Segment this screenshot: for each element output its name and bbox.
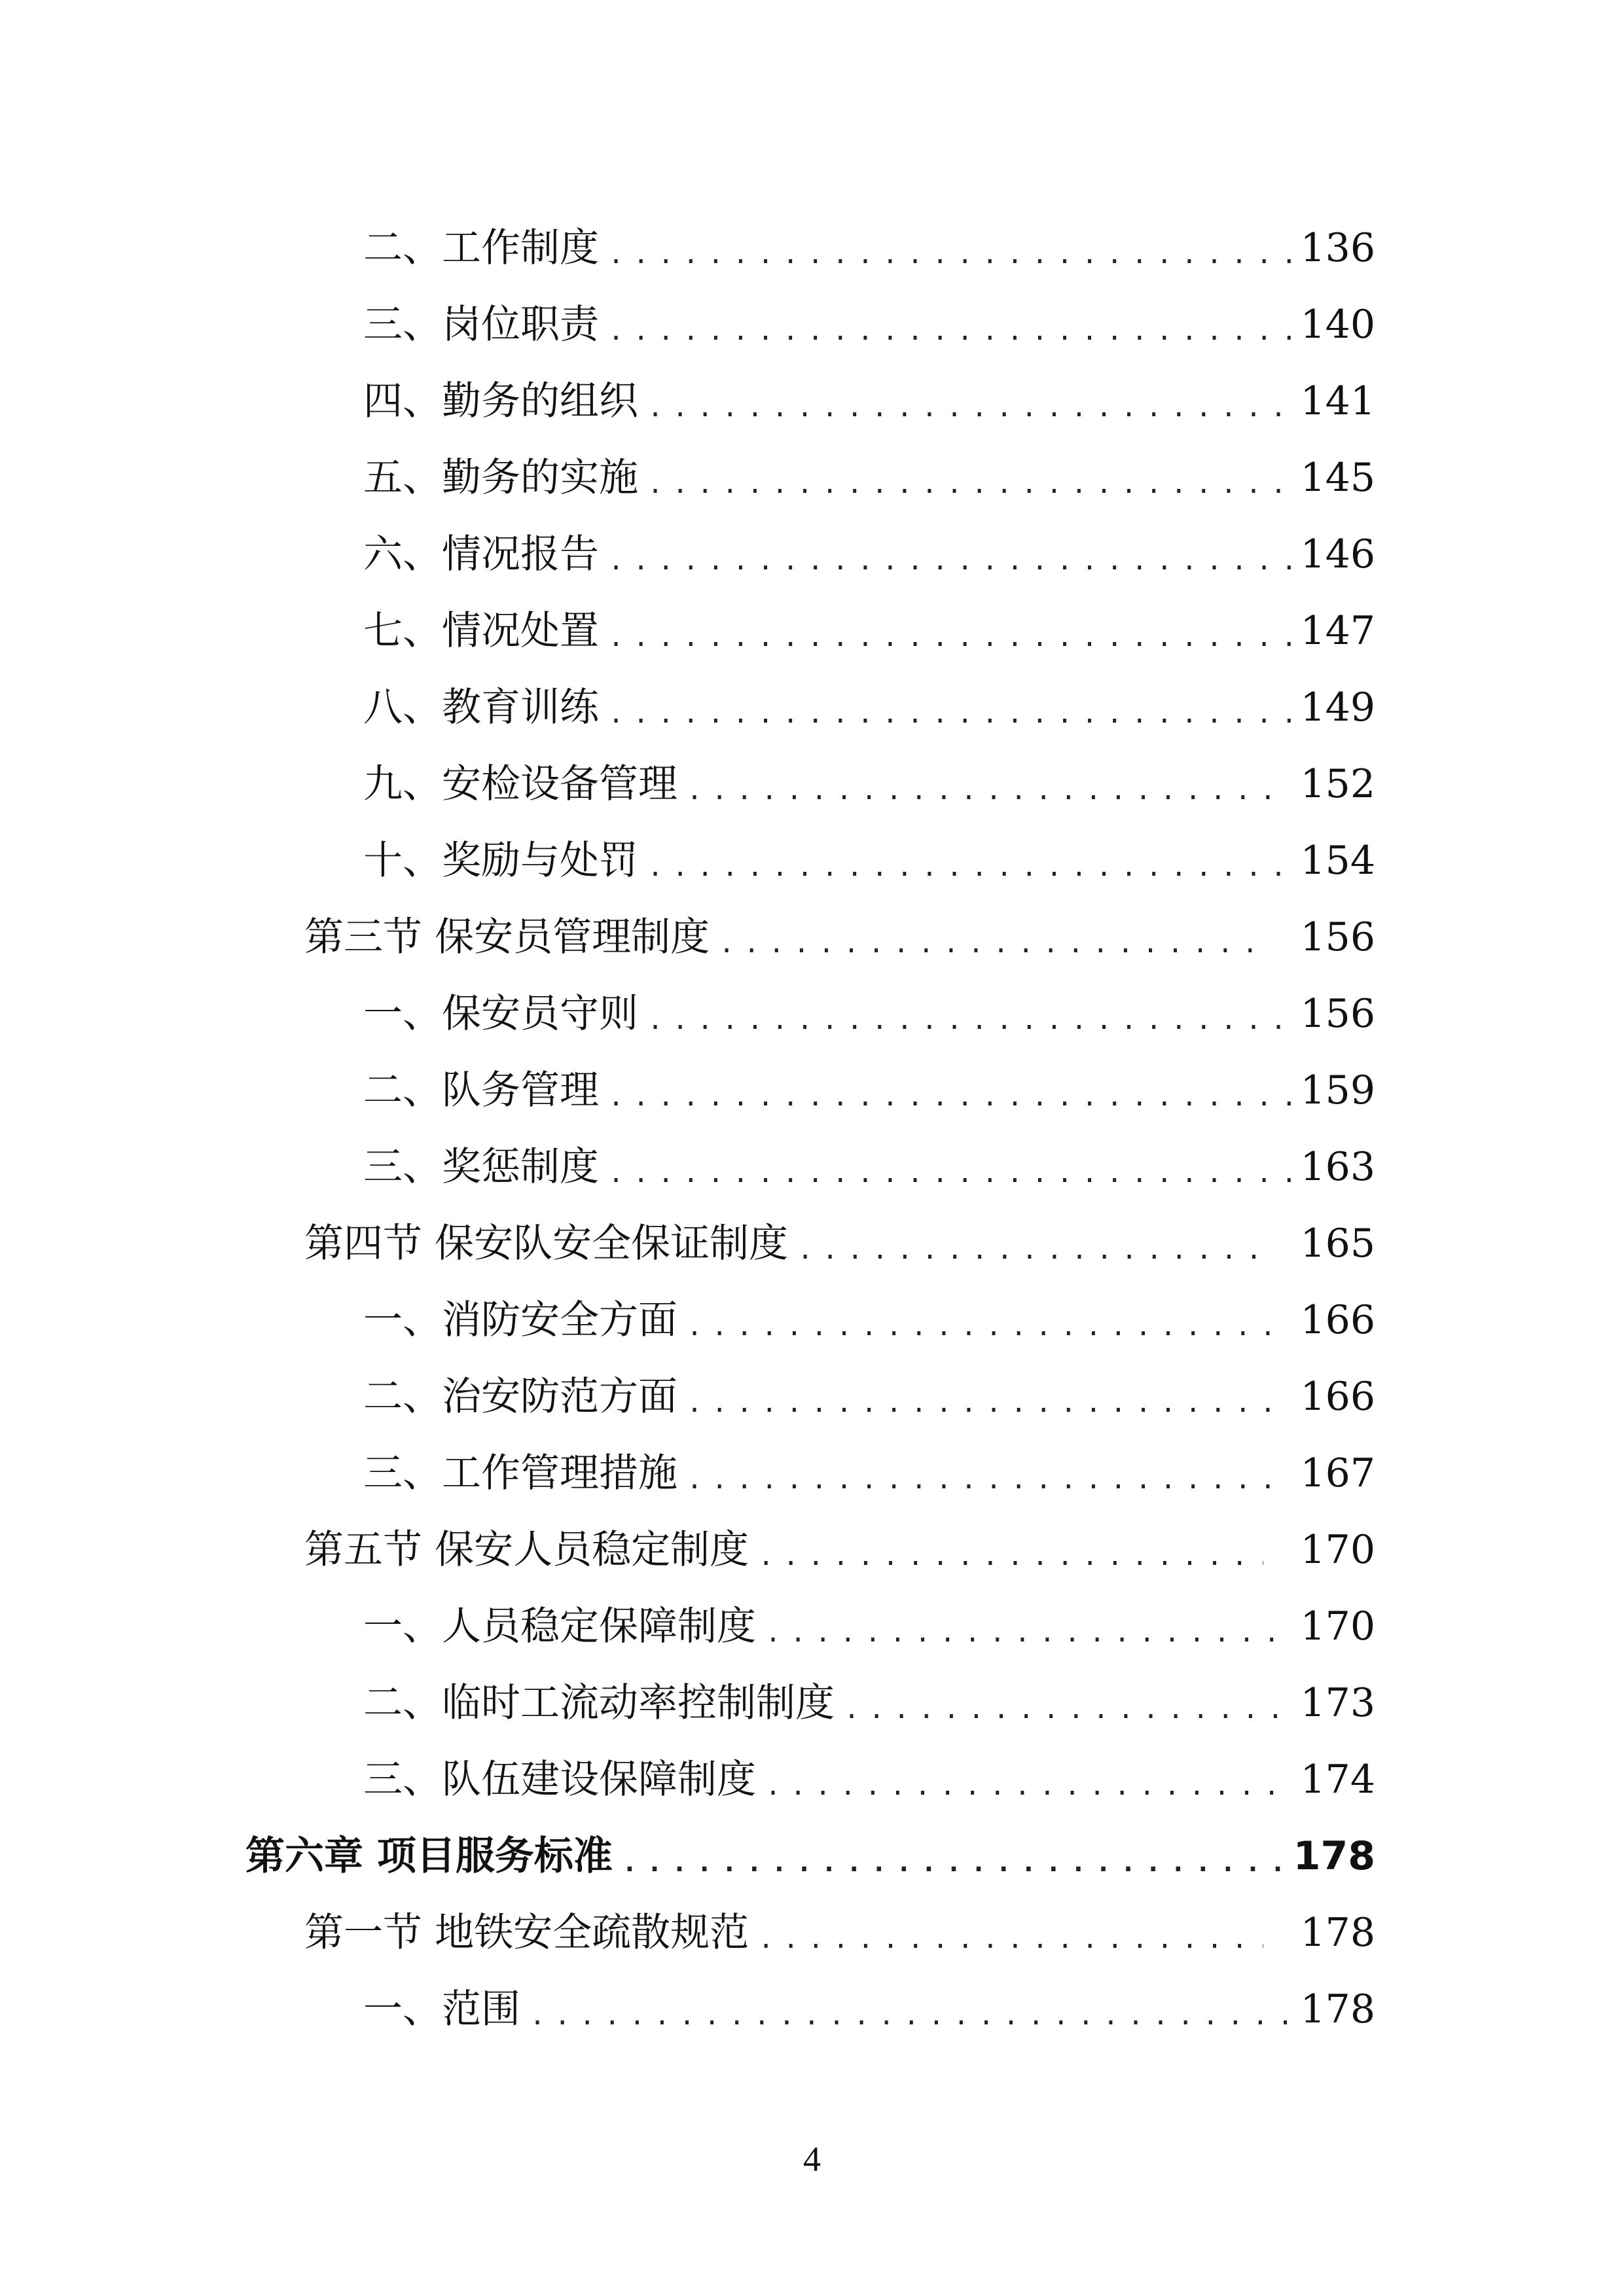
toc-entry-page: 159 [1300,1067,1375,1113]
toc-entry-page: 170 [1300,1526,1375,1573]
toc-section-entry[interactable] [0,1894,1624,1971]
toc-entry[interactable] [0,516,1624,592]
toc-entry-title: 九、安检设备管理 [363,761,677,807]
toc-entry-title: 一、保安员守则 [363,990,638,1037]
toc-entry-title: 二、队务管理 [363,1067,599,1113]
toc-entry-title: 三、岗位职责 [363,301,599,348]
toc-chapter-entry[interactable] [0,1818,1624,1894]
toc-entry-title: 一、范围 [363,1986,520,2032]
toc-entry-title: 第四节 保安队安全保证制度 [304,1220,789,1266]
toc-entry[interactable] [0,822,1624,899]
toc-entry-page: 166 [1300,1297,1375,1343]
toc-entry[interactable] [0,1971,1624,2047]
toc-dot-leader [622,1850,1284,1876]
toc-entry-title: 三、队伍建设保障制度 [363,1756,756,1803]
toc-dot-leader [608,1160,1291,1187]
toc-dot-leader [647,471,1291,497]
toc-entry[interactable] [0,745,1624,822]
toc-dot-leader [608,1084,1291,1110]
toc-entry-page: 165 [1300,1220,1375,1266]
toc-entry[interactable] [0,975,1624,1052]
toc-dot-leader [719,931,1263,957]
toc-dot-leader [647,854,1291,880]
toc-entry-title: 第五节 保安人员稳定制度 [304,1526,749,1573]
toc-entry[interactable] [0,592,1624,669]
toc-entry-title: 四、勤务的组织 [363,378,638,424]
toc-dot-leader [797,1237,1263,1263]
toc-dot-leader [765,1773,1291,1799]
toc-dot-leader [758,1543,1263,1570]
toc-entry-title: 二、临时工流动率控制制度 [363,1679,835,1726]
toc-entry-page: 146 [1300,531,1375,577]
toc-entry-title: 第三节 保安员管理制度 [304,914,710,960]
toc-entry-title: 七、情况处置 [363,607,599,654]
toc-entry-title: 一、消防安全方面 [363,1297,677,1343]
toc-dot-leader [687,778,1291,804]
toc-dot-leader [608,548,1291,574]
table-of-contents [0,209,1624,2047]
toc-entry-page: 166 [1300,1373,1375,1420]
toc-entry-page: 178 [1300,1909,1375,1956]
toc-dot-leader [608,318,1291,344]
toc-entry-page: 152 [1300,761,1375,807]
toc-dot-leader [687,1390,1291,1416]
toc-dot-leader [608,701,1291,727]
toc-entry-title: 一、人员稳定保障制度 [363,1603,756,1649]
toc-entry-page: 170 [1300,1603,1375,1649]
toc-dot-leader [844,1696,1291,1723]
toc-entry-title: 三、奖惩制度 [363,1143,599,1190]
toc-entry-title: 第一节 地铁安全疏散规范 [304,1909,749,1956]
toc-entry[interactable] [0,439,1624,516]
toc-entry-page: 145 [1300,454,1375,501]
toc-entry[interactable] [0,363,1624,439]
toc-entry-title: 第六章 项目服务标准 [245,1833,613,1879]
page-number: 4 [803,2140,821,2179]
toc-entry[interactable] [0,1128,1624,1205]
toc-entry-title: 五、勤务的实施 [363,454,638,501]
toc-section-entry[interactable] [0,899,1624,975]
toc-entry-title: 三、工作管理措施 [363,1450,677,1496]
toc-entry-page: 149 [1300,684,1375,730]
toc-entry[interactable] [0,1664,1624,1741]
toc-entry[interactable] [0,1741,1624,1818]
toc-entry-title: 二、工作制度 [363,224,599,271]
toc-dot-leader [608,624,1291,651]
toc-entry[interactable] [0,286,1624,363]
toc-entry-page: 147 [1300,607,1375,654]
toc-entry-page: 156 [1300,914,1375,960]
toc-entry[interactable] [0,1588,1624,1664]
toc-entry-title: 十、奖励与处罚 [363,837,638,884]
toc-dot-leader [687,1467,1291,1493]
toc-section-entry[interactable] [0,1511,1624,1588]
toc-section-entry[interactable] [0,1205,1624,1282]
toc-entry[interactable] [0,669,1624,745]
toc-dot-leader [647,395,1291,421]
toc-entry[interactable] [0,1052,1624,1128]
toc-entry[interactable] [0,1435,1624,1511]
toc-dot-leader [687,1314,1291,1340]
toc-entry-page: 167 [1300,1450,1375,1496]
toc-entry[interactable] [0,209,1624,286]
toc-entry-page: 163 [1300,1143,1375,1190]
toc-entry-page: 141 [1300,378,1375,424]
toc-entry[interactable] [0,1282,1624,1358]
toc-dot-leader [758,1926,1263,1952]
toc-dot-leader [608,242,1291,268]
toc-entry-page: 178 [1293,1833,1375,1879]
toc-dot-leader [765,1620,1291,1646]
toc-dot-leader [647,1007,1291,1033]
toc-entry-title: 六、情况报告 [363,531,599,577]
toc-entry-page: 174 [1300,1756,1375,1803]
toc-entry-page: 140 [1300,301,1375,348]
toc-entry-page: 136 [1300,224,1375,271]
toc-entry-page: 154 [1300,837,1375,884]
toc-entry-title: 八、教育训练 [363,684,599,730]
toc-dot-leader [530,2003,1291,2029]
toc-entry-page: 178 [1300,1986,1375,2032]
toc-entry-page: 173 [1300,1679,1375,1726]
toc-entry[interactable] [0,1358,1624,1435]
toc-entry-page: 156 [1300,990,1375,1037]
toc-entry-title: 二、治安防范方面 [363,1373,677,1420]
